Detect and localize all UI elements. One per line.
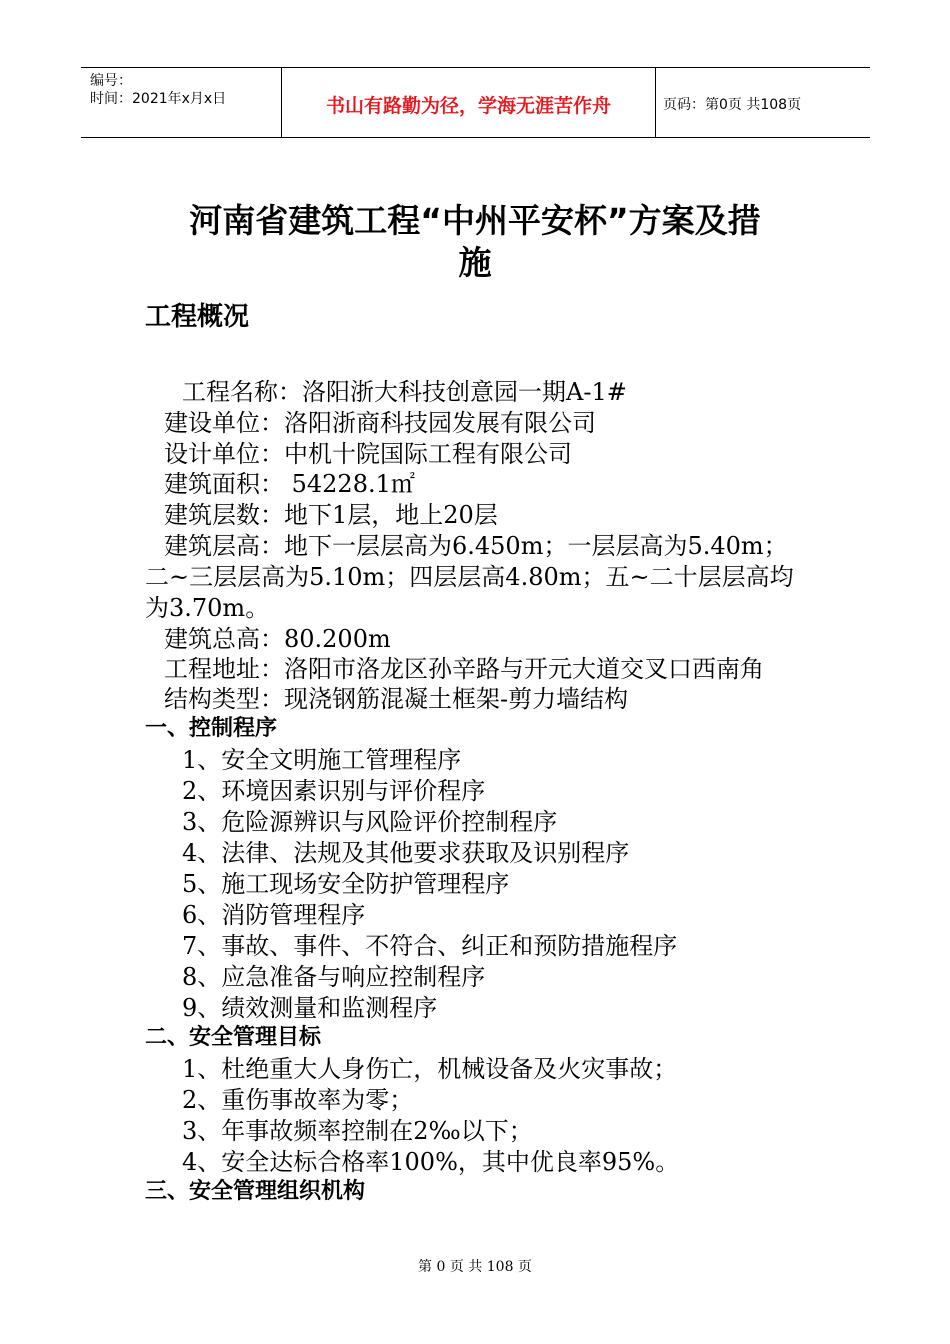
list-item: 1、杜绝重大人身伤亡，机械设备及火灾事故； — [182, 1055, 678, 1083]
header-motto-cell — [281, 68, 656, 137]
list-item: 7、事故、事件、不符合、纠正和预防措施程序 — [182, 932, 678, 960]
list-item: 9、绩效测量和监测程序 — [182, 994, 438, 1022]
header-page-info: 页码：第0页 共108页 — [663, 97, 802, 113]
floor-height-line1: 建筑层高：地下一层层高为6.450m；一层层高为5.40m； — [164, 532, 788, 560]
list-item: 3、年事故频率控制在2‰以下； — [182, 1117, 533, 1145]
header-time-label: 时间：2021年x月x日 — [90, 91, 227, 107]
header-page-cell — [655, 68, 870, 137]
total-height: 建筑总高：80.200m — [164, 625, 391, 653]
floor-height-line2: 二~三层层高为5.10m；四层层高4.80m；五~二十层层高均 — [145, 563, 794, 591]
building-floors: 建筑层数：地下1层，地上20层 — [164, 501, 498, 529]
section1-heading: 一、控制程序 — [145, 716, 278, 741]
list-item: 4、法律、法规及其他要求获取及识别程序 — [182, 839, 630, 867]
list-item: 4、安全达标合格率100%，其中优良率95%。 — [182, 1148, 680, 1176]
overview-heading: 工程概况 — [145, 302, 250, 332]
section3-heading: 三、安全管理组织机构 — [145, 1179, 366, 1204]
list-item: 2、重伤事故率为零； — [182, 1086, 414, 1114]
list-item: 3、危险源辨识与风险评价控制程序 — [182, 808, 558, 836]
builder-unit: 建设单位：洛阳浙商科技园发展有限公司 — [164, 409, 596, 437]
project-address: 工程地址：洛阳市洛龙区孙辛路与开元大道交叉口西南角 — [164, 655, 764, 683]
header-motto: 书山有路勤为径，学海无涯苦作舟 — [325, 95, 611, 117]
building-area: 建筑面积： 54228.1㎡ — [164, 470, 415, 498]
document-header — [81, 67, 870, 138]
list-item: 6、消防管理程序 — [182, 901, 366, 929]
document-title-line2: 施 — [458, 243, 492, 282]
list-item: 1、安全文明施工管理程序 — [182, 746, 462, 774]
list-item: 2、环境因素识别与评价程序 — [182, 777, 486, 805]
floor-height-line3: 为3.70m。 — [145, 594, 270, 622]
header-meta-cell — [81, 68, 281, 137]
design-unit: 设计单位：中机十院国际工程有限公司 — [164, 440, 572, 468]
list-item: 8、应急准备与响应控制程序 — [182, 963, 486, 991]
section2-heading: 二、安全管理目标 — [145, 1025, 322, 1050]
document-title-line1: 河南省建筑工程“中州平安杯”方案及措 — [189, 201, 761, 240]
header-number-label: 编号： — [90, 73, 132, 89]
structure-type: 结构类型：现浇钢筋混凝土框架-剪力墙结构 — [164, 685, 629, 713]
list-item: 5、施工现场安全防护管理程序 — [182, 870, 510, 898]
project-name: 工程名称：洛阳浙大科技创意园一期A-1# — [182, 378, 627, 406]
page-footer: 第 0 页 共 108 页 — [418, 1259, 532, 1275]
